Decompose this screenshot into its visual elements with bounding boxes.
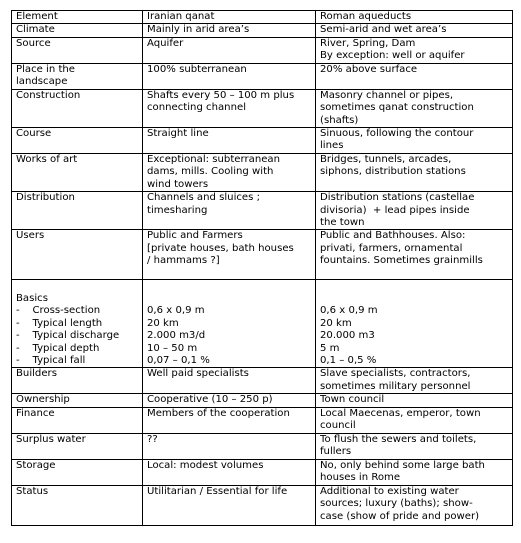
cell-aqueduct: Public and Bathhouses. Also: privati, farmers, ornamental fountains. Sometimes grainmills [316,230,513,280]
cell-aqueduct: Distribution stations (castellae divisoria) + lead pipes inside the town [316,192,513,230]
cell-aqueduct: Local Maecenas, emperor, town council [316,407,513,433]
table-row [12,230,513,280]
cell-aqueduct: Sinuous, following the contour lines [316,128,513,154]
header-element: Element [12,11,143,24]
cell-aqueduct: River, Spring, Dam By exception: well or aquifer [316,37,513,63]
cell-element: Surplus water [12,433,143,459]
cell-element: Finance [12,407,143,433]
table-row [12,89,513,127]
table-row [12,407,513,433]
cell-qanat: Local: modest volumes [143,459,316,485]
cell-aqueduct: No, only behind some large bath houses in Rome [316,459,513,485]
table-row [12,24,513,37]
cell-qanat: Utilitarian / Essential for life [143,485,316,525]
cell-aqueduct: Bridges, tunnels, arcades, siphons, distribution stations [316,154,513,192]
cell-element: Basics - Cross-section - Typical length - Typical discharge - Typical depth - Typical fall [12,280,143,368]
cell-element: Ownership [12,394,143,407]
cell-element: Place in the landscape [12,63,143,89]
cell-element: Storage [12,459,143,485]
cell-qanat: Mainly in arid area’s [143,24,316,37]
cell-element: Climate [12,24,143,37]
header-row [12,11,513,24]
cell-qanat: Public and Farmers [private houses, bath houses / hammams ?] [143,230,316,280]
table-row [12,368,513,394]
table-row [12,433,513,459]
cell-qanat: 0,6 x 0,9 m 20 km 2.000 m3/d 10 – 50 m 0,07 – 0,1 % [143,280,316,368]
table-row [12,192,513,230]
cell-qanat: Shafts every 50 – 100 m plus connecting channel [143,89,316,127]
table-row [12,280,513,368]
cell-qanat: Straight line [143,128,316,154]
table-row [12,128,513,154]
table-row [12,37,513,63]
cell-element: Source [12,37,143,63]
table-row [12,394,513,407]
table-row [12,485,513,525]
table-row [12,459,513,485]
header-aqueduct: Roman aqueducts [316,11,513,24]
cell-qanat: ?? [143,433,316,459]
cell-aqueduct: Masonry channel or pipes, sometimes qanat construction (shafts) [316,89,513,127]
cell-aqueduct: Slave specialists, contractors, sometimes military personnel [316,368,513,394]
table-row [12,63,513,89]
table-row [12,154,513,192]
cell-qanat: Aquifer [143,37,316,63]
cell-qanat: Members of the cooperation [143,407,316,433]
cell-aqueduct: Semi-arid and wet area’s [316,24,513,37]
cell-element: Works of art [12,154,143,192]
cell-element: Course [12,128,143,154]
cell-aqueduct: To flush the sewers and toilets, fullers [316,433,513,459]
cell-qanat: 100% subterranean [143,63,316,89]
cell-aqueduct: 20% above surface [316,63,513,89]
comparison-table [11,10,513,526]
cell-element: Construction [12,89,143,127]
cell-qanat: Exceptional: subterranean dams, mills. Cooling with wind towers [143,154,316,192]
cell-element: Status [12,485,143,525]
cell-qanat: Channels and sluices ; timesharing [143,192,316,230]
cell-aqueduct: 0,6 x 0,9 m 20 km 20.000 m3 5 m 0,1 – 0,5 % [316,280,513,368]
cell-qanat: Well paid specialists [143,368,316,394]
cell-element: Distribution [12,192,143,230]
cell-aqueduct: Town council [316,394,513,407]
cell-element: Users [12,230,143,280]
cell-aqueduct: Additional to existing water sources; luxury (baths); show- case (show of pride and power) [316,485,513,525]
header-qanat: Iranian qanat [143,11,316,24]
cell-element: Builders [12,368,143,394]
cell-qanat: Cooperative (10 – 250 p) [143,394,316,407]
